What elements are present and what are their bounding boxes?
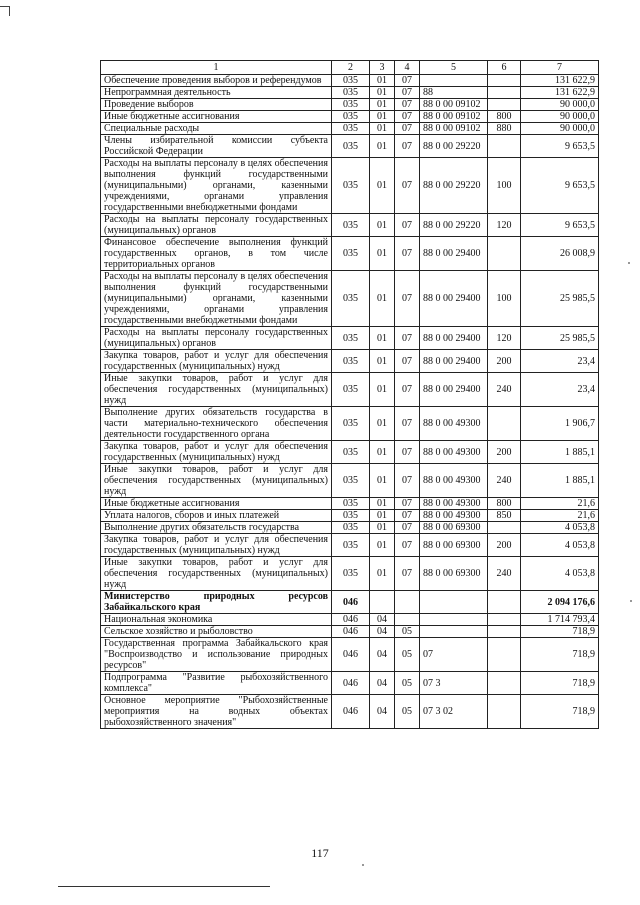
- amount-value: 26 008,9: [521, 237, 599, 271]
- amount-value: 21,6: [521, 510, 599, 522]
- expense-type-code: [488, 87, 521, 99]
- target-item-code: 88 0 00 49300: [420, 510, 488, 522]
- amount-value: 90 000,0: [521, 123, 599, 135]
- amount-value: 25 985,5: [521, 271, 599, 327]
- subsection-code: 07: [395, 237, 420, 271]
- target-item-code: 88 0 00 29400: [420, 373, 488, 407]
- expense-type-code: [488, 626, 521, 638]
- table-row: [101, 614, 599, 626]
- table-row: [101, 123, 599, 135]
- ministry-code: 035: [332, 99, 370, 111]
- target-item-code: 88 0 00 29220: [420, 214, 488, 237]
- expense-type-code: 100: [488, 271, 521, 327]
- expense-type-code: 240: [488, 373, 521, 407]
- expense-type-code: [488, 672, 521, 695]
- column-header: 6: [488, 61, 521, 75]
- expense-type-code: 850: [488, 510, 521, 522]
- table-row: [101, 271, 599, 327]
- ministry-code: 035: [332, 557, 370, 591]
- amount-value: 131 622,9: [521, 87, 599, 99]
- expense-type-code: [488, 237, 521, 271]
- amount-value: 23,4: [521, 373, 599, 407]
- subsection-code: 07: [395, 111, 420, 123]
- subsection-code: 07: [395, 158, 420, 214]
- section-code: 01: [370, 123, 395, 135]
- amount-value: 718,9: [521, 626, 599, 638]
- amount-value: 9 653,5: [521, 158, 599, 214]
- column-header: 2: [332, 61, 370, 75]
- section-code: 04: [370, 672, 395, 695]
- page-number: 117: [311, 846, 329, 860]
- amount-value: 1 885,1: [521, 464, 599, 498]
- target-item-code: 88 0 00 49300: [420, 498, 488, 510]
- table-row: [101, 626, 599, 638]
- section-code: 01: [370, 271, 395, 327]
- section-code: 01: [370, 498, 395, 510]
- target-item-code: 88 0 00 29400: [420, 327, 488, 350]
- subsection-code: 07: [395, 373, 420, 407]
- table-row: [101, 75, 599, 87]
- subsection-code: 05: [395, 638, 420, 672]
- amount-value: 4 053,8: [521, 557, 599, 591]
- section-code: 01: [370, 327, 395, 350]
- ministry-code: 035: [332, 158, 370, 214]
- section-code: 01: [370, 237, 395, 271]
- table-header-row: [101, 61, 599, 75]
- ministry-code: 035: [332, 498, 370, 510]
- table-row: [101, 99, 599, 111]
- table-row: [101, 464, 599, 498]
- section-code: 01: [370, 135, 395, 158]
- table-row: [101, 373, 599, 407]
- row-description: Расходы на выплаты персоналу в целях обеспечения выполнения функций государственными (муниципальными) органами, казенными учреждениями, органами управления государственными внебюджетными фондами: [101, 271, 332, 327]
- expense-type-code: [488, 638, 521, 672]
- target-item-code: 07 3 02: [420, 695, 488, 729]
- column-header: 3: [370, 61, 395, 75]
- column-header: 1: [101, 61, 332, 75]
- row-description: Иные закупки товаров, работ и услуг для обеспечения государственных (муниципальных) нужд: [101, 464, 332, 498]
- target-item-code: [420, 614, 488, 626]
- ministry-code: 035: [332, 534, 370, 557]
- ministry-code: 035: [332, 87, 370, 99]
- subsection-code: 07: [395, 214, 420, 237]
- ministry-code: 035: [332, 111, 370, 123]
- target-item-code: 88 0 00 69300: [420, 522, 488, 534]
- target-item-code: 88 0 00 29400: [420, 237, 488, 271]
- table-row: [101, 498, 599, 510]
- amount-value: 90 000,0: [521, 111, 599, 123]
- amount-value: 718,9: [521, 638, 599, 672]
- subsection-code: 07: [395, 327, 420, 350]
- expense-type-code: 880: [488, 123, 521, 135]
- table-row: [101, 158, 599, 214]
- expense-type-code: 240: [488, 557, 521, 591]
- table-row: [101, 638, 599, 672]
- target-item-code: [420, 75, 488, 87]
- expense-type-code: 200: [488, 350, 521, 373]
- ministry-code: 046: [332, 591, 370, 614]
- target-item-code: [420, 626, 488, 638]
- ministry-code: 035: [332, 441, 370, 464]
- subsection-code: 07: [395, 350, 420, 373]
- subsection-code: 07: [395, 135, 420, 158]
- target-item-code: 07 3: [420, 672, 488, 695]
- table-row: [101, 350, 599, 373]
- expense-type-code: 200: [488, 441, 521, 464]
- scan-speck: [362, 864, 364, 866]
- section-code: 01: [370, 111, 395, 123]
- scan-speck: [628, 262, 630, 264]
- ministry-code: 035: [332, 407, 370, 441]
- row-description: Члены избирательной комиссии субъекта Российской Федерации: [101, 135, 332, 158]
- section-code: 01: [370, 510, 395, 522]
- amount-value: 4 053,8: [521, 522, 599, 534]
- row-description: Национальная экономика: [101, 614, 332, 626]
- section-code: 01: [370, 534, 395, 557]
- target-item-code: 88 0 00 69300: [420, 534, 488, 557]
- section-code: 04: [370, 614, 395, 626]
- section-code: 04: [370, 626, 395, 638]
- row-description: Выполнение других обязательств государства в части материально-технического обеспечения деятельности государственного органа: [101, 407, 332, 441]
- table-row: [101, 591, 599, 614]
- amount-value: 1 714 793,4: [521, 614, 599, 626]
- section-code: 04: [370, 695, 395, 729]
- section-code: 01: [370, 87, 395, 99]
- column-header: 5: [420, 61, 488, 75]
- row-description: Министерство природных ресурсов Забайкальского края: [101, 591, 332, 614]
- target-item-code: 88 0 00 09102: [420, 99, 488, 111]
- target-item-code: 88 0 00 49300: [420, 407, 488, 441]
- amount-value: 131 622,9: [521, 75, 599, 87]
- subsection-code: 07: [395, 123, 420, 135]
- ministry-code: 035: [332, 123, 370, 135]
- row-description: Закупка товаров, работ и услуг для обеспечения государственных (муниципальных) нужд: [101, 441, 332, 464]
- table-row: [101, 214, 599, 237]
- amount-value: 90 000,0: [521, 99, 599, 111]
- ministry-code: 035: [332, 373, 370, 407]
- subsection-code: 07: [395, 75, 420, 87]
- expense-type-code: [488, 591, 521, 614]
- section-code: 01: [370, 350, 395, 373]
- amount-value: 4 053,8: [521, 534, 599, 557]
- table-row: [101, 534, 599, 557]
- ministry-code: 046: [332, 626, 370, 638]
- expense-type-code: [488, 614, 521, 626]
- section-code: 01: [370, 158, 395, 214]
- target-item-code: 88 0 00 29220: [420, 135, 488, 158]
- table-row: [101, 672, 599, 695]
- target-item-code: 88 0 00 69300: [420, 557, 488, 591]
- subsection-code: 05: [395, 672, 420, 695]
- ministry-code: 035: [332, 135, 370, 158]
- ministry-code: 035: [332, 327, 370, 350]
- subsection-code: 07: [395, 441, 420, 464]
- row-description: Иные закупки товаров, работ и услуг для обеспечения государственных (муниципальных) нужд: [101, 557, 332, 591]
- section-code: 01: [370, 441, 395, 464]
- row-description: Закупка товаров, работ и услуг для обеспечения государственных (муниципальных) нужд: [101, 534, 332, 557]
- expense-type-code: 100: [488, 158, 521, 214]
- row-description: Выполнение других обязательств государства: [101, 522, 332, 534]
- row-description: Иные бюджетные ассигнования: [101, 498, 332, 510]
- subsection-code: 07: [395, 498, 420, 510]
- subsection-code: 07: [395, 99, 420, 111]
- section-code: 01: [370, 464, 395, 498]
- subsection-code: 07: [395, 464, 420, 498]
- section-code: 01: [370, 75, 395, 87]
- target-item-code: 88 0 00 29400: [420, 350, 488, 373]
- table-row: [101, 111, 599, 123]
- table-row: [101, 510, 599, 522]
- target-item-code: 88 0 00 29400: [420, 271, 488, 327]
- scan-speck: [630, 600, 632, 602]
- target-item-code: 88 0 00 49300: [420, 464, 488, 498]
- ministry-code: 046: [332, 695, 370, 729]
- section-code: 04: [370, 638, 395, 672]
- ministry-code: 035: [332, 214, 370, 237]
- ministry-code: 035: [332, 522, 370, 534]
- expense-type-code: [488, 99, 521, 111]
- table-row: [101, 407, 599, 441]
- amount-value: 9 653,5: [521, 135, 599, 158]
- scan-corner-mark: [0, 6, 10, 16]
- ministry-code: 035: [332, 464, 370, 498]
- subsection-code: 07: [395, 534, 420, 557]
- table-row: [101, 327, 599, 350]
- target-item-code: 07: [420, 638, 488, 672]
- target-item-code: 88 0 00 09102: [420, 123, 488, 135]
- target-item-code: 88: [420, 87, 488, 99]
- amount-value: 2 094 176,6: [521, 591, 599, 614]
- table-row: [101, 441, 599, 464]
- amount-value: 1 906,7: [521, 407, 599, 441]
- subsection-code: 05: [395, 626, 420, 638]
- expense-type-code: 120: [488, 327, 521, 350]
- amount-value: 23,4: [521, 350, 599, 373]
- row-description: Уплата налогов, сборов и иных платежей: [101, 510, 332, 522]
- amount-value: 1 885,1: [521, 441, 599, 464]
- ministry-code: 046: [332, 614, 370, 626]
- section-code: 01: [370, 373, 395, 407]
- row-description: Расходы на выплаты персоналу государственных (муниципальных) органов: [101, 214, 332, 237]
- section-code: 01: [370, 522, 395, 534]
- section-code: 01: [370, 557, 395, 591]
- row-description: Основное мероприятие "Рыбохозяйственные мероприятия на водных объектах рыбохозяйственного значения": [101, 695, 332, 729]
- expense-type-code: 800: [488, 498, 521, 510]
- section-code: 01: [370, 214, 395, 237]
- ministry-code: 046: [332, 672, 370, 695]
- row-description: Проведение выборов: [101, 99, 332, 111]
- section-code: [370, 591, 395, 614]
- footnote-separator: [58, 886, 270, 887]
- budget-table: [100, 60, 599, 729]
- expense-type-code: [488, 407, 521, 441]
- column-header: 7: [521, 61, 599, 75]
- amount-value: 718,9: [521, 695, 599, 729]
- expense-type-code: 800: [488, 111, 521, 123]
- subsection-code: [395, 591, 420, 614]
- row-description: Расходы на выплаты персоналу государственных (муниципальных) органов: [101, 327, 332, 350]
- table-row: [101, 557, 599, 591]
- row-description: Обеспечение проведения выборов и референдумов: [101, 75, 332, 87]
- subsection-code: 07: [395, 557, 420, 591]
- row-description: Специальные расходы: [101, 123, 332, 135]
- table-row: [101, 522, 599, 534]
- target-item-code: [420, 591, 488, 614]
- target-item-code: 88 0 00 49300: [420, 441, 488, 464]
- amount-value: 21,6: [521, 498, 599, 510]
- subsection-code: 05: [395, 695, 420, 729]
- ministry-code: 035: [332, 237, 370, 271]
- expense-type-code: [488, 75, 521, 87]
- column-header: 4: [395, 61, 420, 75]
- amount-value: 25 985,5: [521, 327, 599, 350]
- subsection-code: 07: [395, 522, 420, 534]
- row-description: Государственная программа Забайкальского края "Воспроизводство и использование природных ресурсов": [101, 638, 332, 672]
- amount-value: 718,9: [521, 672, 599, 695]
- row-description: Подпрограмма "Развитие рыбохозяйственного комплекса": [101, 672, 332, 695]
- ministry-code: 046: [332, 638, 370, 672]
- table-row: [101, 695, 599, 729]
- subsection-code: 07: [395, 510, 420, 522]
- target-item-code: 88 0 00 29220: [420, 158, 488, 214]
- expense-type-code: 240: [488, 464, 521, 498]
- expense-type-code: [488, 135, 521, 158]
- subsection-code: 07: [395, 87, 420, 99]
- expense-type-code: [488, 522, 521, 534]
- section-code: 01: [370, 99, 395, 111]
- table-row: [101, 237, 599, 271]
- table-row: [101, 87, 599, 99]
- subsection-code: 07: [395, 271, 420, 327]
- ministry-code: 035: [332, 75, 370, 87]
- ministry-code: 035: [332, 510, 370, 522]
- row-description: Иные бюджетные ассигнования: [101, 111, 332, 123]
- ministry-code: 035: [332, 350, 370, 373]
- ministry-code: 035: [332, 271, 370, 327]
- row-description: Расходы на выплаты персоналу в целях обеспечения выполнения функций государственными (муниципальными) органами, казенными учреждениями, органами управления государственными внебюджетными фондами: [101, 158, 332, 214]
- expense-type-code: 200: [488, 534, 521, 557]
- expense-type-code: [488, 695, 521, 729]
- target-item-code: 88 0 00 09102: [420, 111, 488, 123]
- row-description: Непрограммная деятельность: [101, 87, 332, 99]
- amount-value: 9 653,5: [521, 214, 599, 237]
- row-description: Сельское хозяйство и рыболовство: [101, 626, 332, 638]
- row-description: Финансовое обеспечение выполнения функций государственных органов, в том числе территориальных органов: [101, 237, 332, 271]
- row-description: Закупка товаров, работ и услуг для обеспечения государственных (муниципальных) нужд: [101, 350, 332, 373]
- subsection-code: [395, 614, 420, 626]
- section-code: 01: [370, 407, 395, 441]
- expense-type-code: 120: [488, 214, 521, 237]
- subsection-code: 07: [395, 407, 420, 441]
- row-description: Иные закупки товаров, работ и услуг для обеспечения государственных (муниципальных) нужд: [101, 373, 332, 407]
- table-row: [101, 135, 599, 158]
